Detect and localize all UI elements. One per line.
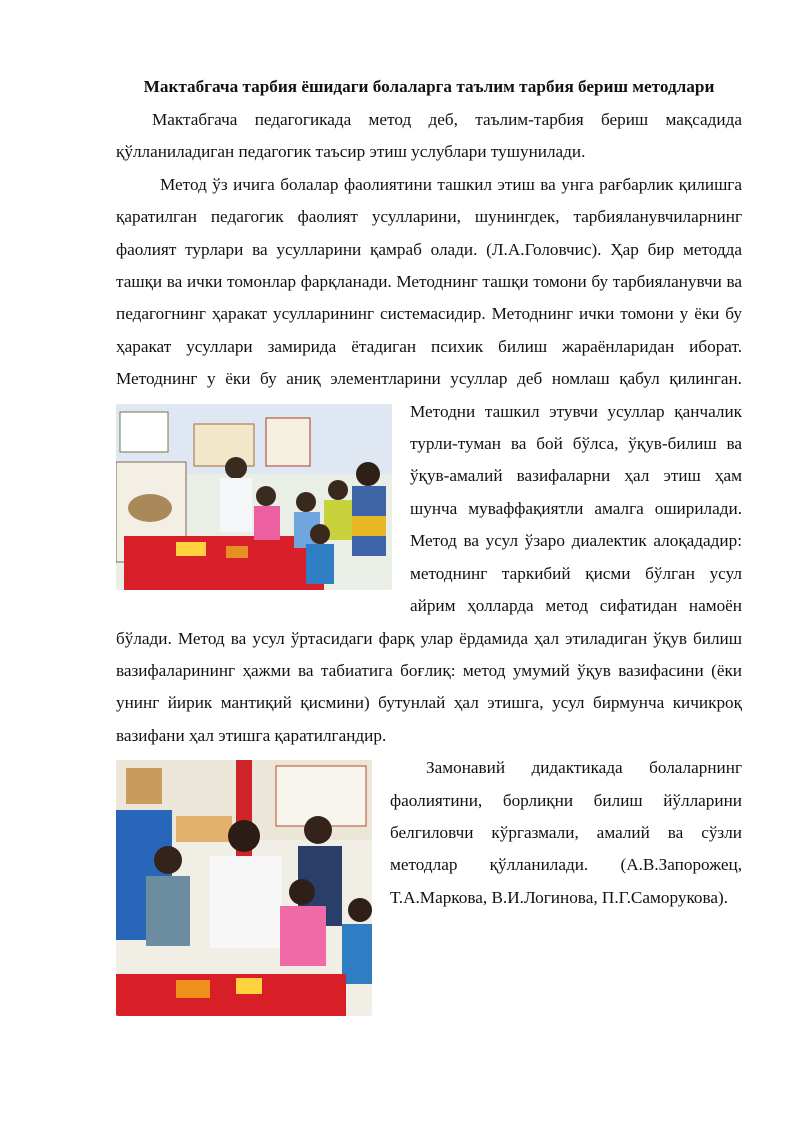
classroom-photo-1 [116, 404, 392, 590]
paragraph-2-text-continued: қилинган. Методни ташкил этувчи усуллар қанчалик турли-туман ва бой бўлса, ўқув-билиш ва ўқув-амалий вазифаларни ҳал этиш ҳам шунча муваффақиятли амалга оширилади. Метод ва усул ўзаро диалектик алоқададир: методнинг таркибий қисми бўлган усул айрим ҳолларда метод сифатидан намоён бўлади. Метод ва усул ўртасидаги фарқ улар ёрдамида ҳал этиладиган ўқув билиш вазифаларининг ҳажми ва табиатига боғлиқ: метод умумий ўқув вазифасини (ёки унинг йирик мантиқий қисмини) бутунлай ҳал этишга, усул бирмунча кичикроқ вазифани ҳал этишга қаратилгандир. [116, 369, 742, 745]
paragraph-1: Мактабгача педагогикада метод деб, таълим-тарбия бериш мақсадида қўлланиладиган педагогик таъсир этиш услублари тушунилади. [116, 110, 742, 162]
document-body [116, 74, 742, 1022]
document-title: Мактабгача тарбия ёшидаги болаларга таълим тарбия бериш методлари [143, 77, 715, 96]
paragraph-2-text: Метод ўз ичига болалар фаолиятини ташкил этиш ва унга рағбарлик қилишга қаратилган педагогик фаолият усулларини, шунингдек, тарбияланувчиларнинг фаолият турлари ва усулларини қамраб олади. (Л.А.Головчис). Ҳар бир методда ташқи ва ички томонлар фарқланади. Методнинг ташқи томони бу тарбияланувчи ва педагогнинг ҳаракат усулларининг системасидир. Методнинг ички томони у ёки бу ҳаракат усуллари замирида ётадиган психик билиш жараёнларидан иборат. Методнинг у ёки бу аниқ элементларини усуллар деб номлаш қабул [116, 174, 742, 389]
classroom-photo-2 [116, 760, 372, 1016]
paragraph-2-block [116, 169, 742, 752]
paragraph-3-text: Замонавий дидактикада болаларнинг фаолиятини, борлиқни билиш йўлларини белгиловчи кўргазмали, амалий ва сўзли методлар қўлланилади. (А.В.Запорожец, Т.А.Маркова, В.И.Логинова, П.Г.Саморукова). [390, 758, 742, 907]
paragraph-3 [116, 752, 742, 914]
paragraph-2-start [116, 169, 742, 752]
